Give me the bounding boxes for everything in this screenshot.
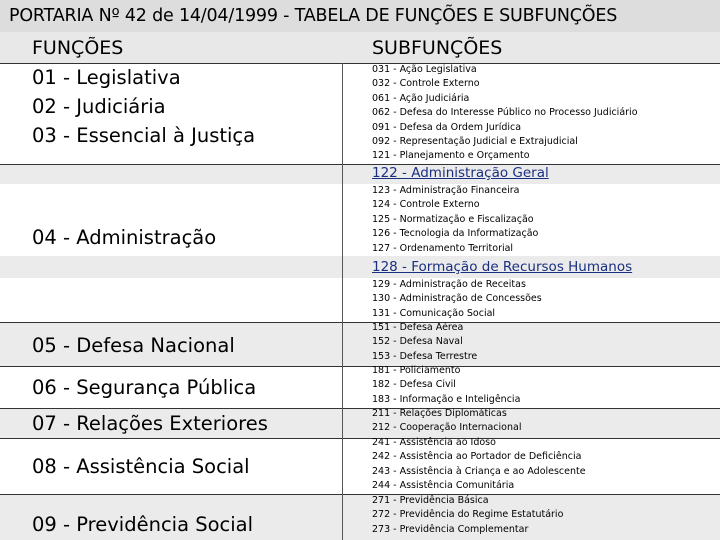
subfunction-item: 131 - Comunicação Social	[372, 307, 496, 319]
subfunction-list	[372, 278, 542, 321]
subfunction-list	[372, 364, 520, 407]
subfunction-item: 242 - Assistência ao Portador de Deficiência	[372, 451, 582, 463]
column-divider	[342, 63, 343, 540]
subfunction-item: 272 - Previdência do Regime Estatutário	[372, 509, 564, 521]
highlighted-subfunction-formacao-rh: 128 - Formação de Recursos Humanos	[372, 259, 633, 275]
page-title: PORTARIA Nº 42 de 14/04/1999 - TABELA DE FUNÇÕES E SUBFUNÇÕES	[9, 6, 618, 26]
subfunction-item: 062 - Defesa do Interesse Público no Processo Judiciário	[372, 107, 638, 119]
subfunction-item: 127 - Ordenamento Territorial	[372, 242, 514, 254]
subfunction-item: 123 - Administração Financeira	[372, 185, 520, 196]
row-divider	[0, 438, 720, 439]
subfunction-item: 271 - Previdência Básica	[372, 495, 489, 506]
row-divider	[0, 164, 720, 165]
subfunction-item: 124 - Controle Externo	[372, 199, 480, 211]
function-administracao: 04 - Administração	[32, 226, 217, 249]
subfunction-list	[372, 63, 638, 164]
subfunction-item: 129 - Administração de Receitas	[372, 279, 526, 290]
function-relacoes-exteriores: 07 - Relações Exteriores	[32, 412, 268, 435]
subfunctions-column-header: SUBFUNÇÕES	[372, 37, 503, 59]
function-judiciaria: 02 - Judiciária	[32, 95, 166, 118]
subfunction-list	[372, 184, 538, 256]
subfunction-item: 153 - Defesa Terrestre	[372, 350, 478, 362]
subfunction-item: 091 - Defesa da Ordem Jurídica	[372, 121, 522, 133]
row-band	[0, 278, 720, 322]
function-defesa-nacional: 05 - Defesa Nacional	[32, 334, 235, 357]
subfunction-item: 092 - Representação Judicial e Extrajudicial	[372, 136, 578, 148]
subfunction-item: 183 - Informação e Inteligência	[372, 393, 521, 405]
subfunction-list	[372, 494, 563, 537]
subfunction-item: 126 - Tecnologia da Informatização	[372, 228, 539, 240]
subfunction-item: 273 - Previdência Complementar	[372, 523, 529, 535]
function-essencial-justica: 03 - Essencial à Justiça	[32, 124, 256, 147]
function-legislativa: 01 - Legislativa	[32, 66, 181, 89]
subfunction-item: 244 - Assistência Comunitária	[372, 480, 515, 492]
subfunction-item: 181 - Policiamento	[372, 365, 461, 376]
subfunction-item: 212 - Cooperação Internacional	[372, 422, 522, 434]
subfunction-item: 031 - Ação Legislativa	[372, 64, 477, 75]
row-divider	[0, 366, 720, 367]
row-band	[0, 164, 720, 184]
subfunction-item: 061 - Ação Judiciária	[372, 92, 470, 104]
function-seguranca-publica: 06 - Segurança Pública	[32, 376, 257, 399]
subfunction-list	[372, 407, 521, 436]
highlighted-subfunction-administracao-geral: 122 - Administração Geral	[372, 165, 549, 181]
title-bar	[0, 0, 720, 33]
row-divider	[0, 408, 720, 409]
subfunction-item: 125 - Normatização e Fiscalização	[372, 213, 534, 225]
subfunction-item: 121 - Planejamento e Orçamento	[372, 150, 530, 162]
functions-column-header: FUNÇÕES	[32, 37, 124, 59]
row-divider	[0, 494, 720, 495]
subfunction-item: 130 - Administração de Concessões	[372, 293, 542, 305]
subfunction-item: 243 - Assistência à Criança e ao Adolescente	[372, 465, 586, 477]
row-divider	[0, 322, 720, 323]
table-header	[0, 32, 720, 64]
subfunction-item: 152 - Defesa Naval	[372, 336, 463, 348]
subfunction-item: 151 - Defesa Aérea	[372, 322, 464, 333]
subfunction-item: 211 - Relações Diplomáticas	[372, 408, 507, 419]
function-previdencia-social: 09 - Previdência Social	[32, 513, 254, 536]
function-assistencia-social: 08 - Assistência Social	[32, 455, 250, 478]
subfunction-list	[372, 321, 477, 364]
subfunction-item: 182 - Defesa Civil	[372, 379, 456, 391]
subfunction-item: 241 - Assistência ao Idoso	[372, 437, 496, 448]
subfunction-item: 032 - Controle Externo	[372, 78, 480, 90]
subfunction-list	[372, 436, 586, 494]
